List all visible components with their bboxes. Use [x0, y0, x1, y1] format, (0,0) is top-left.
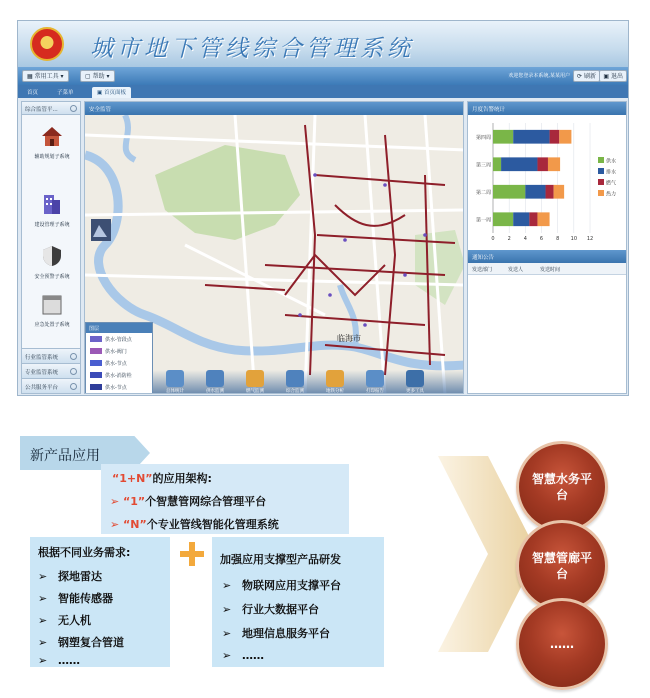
layer-swatch	[90, 336, 102, 342]
requirement-item: ➢ 探地雷达	[38, 570, 102, 583]
city-label: 临海市	[337, 334, 361, 343]
map-tool-gas[interactable]: 燃气监测	[241, 370, 269, 394]
tab-bar	[18, 85, 629, 98]
map-tool-statistics[interactable]: 总体统计	[161, 370, 189, 394]
layer-item[interactable]: 供水-阀门	[86, 345, 152, 357]
plus-icon	[179, 540, 205, 566]
national-emblem-icon	[30, 27, 64, 61]
support-item: ➢ 物联网应用支撑平台	[222, 579, 341, 592]
x-tick-label: 12	[586, 236, 594, 242]
expand-icon	[70, 383, 77, 390]
legend-swatch	[598, 179, 604, 185]
app-banner	[18, 21, 629, 67]
x-tick-label: 8	[556, 236, 560, 242]
sidebar-footer-professional[interactable]: 专业监管系统	[22, 363, 80, 378]
common-tools-menu[interactable]: ▦ 常用工具 ▾	[22, 70, 69, 82]
platform-circle-water: 智慧水务平台	[516, 441, 608, 533]
legend-swatch	[598, 157, 604, 163]
layer-item[interactable]: 供水-消防栓	[86, 369, 152, 381]
map-tool-integrated[interactable]: 综合监测	[281, 370, 309, 394]
signal-icon	[206, 370, 224, 387]
col-department: 发送部门	[472, 267, 493, 273]
sidebar-header[interactable]: 综合监管平...	[22, 102, 80, 115]
bar-segment	[525, 185, 545, 199]
help-menu[interactable]: ▢ 帮助 ▾	[80, 70, 115, 82]
legend-label: 热力	[606, 191, 617, 198]
expand-icon	[70, 368, 77, 375]
bar-segment	[493, 185, 525, 199]
layer-legend-title: 图层	[86, 323, 152, 333]
support-item: ➢ 地理信息服务平台	[222, 627, 330, 640]
layer-item[interactable]: 供水-管段点	[86, 333, 152, 345]
shield-icon	[40, 244, 64, 268]
bar-segment	[493, 212, 513, 226]
y-tick-label: 第二周	[475, 189, 491, 196]
y-tick-label: 第三周	[475, 162, 491, 169]
alarm-chart	[468, 115, 626, 250]
top-toolbar	[18, 67, 629, 85]
bar-segment	[554, 185, 565, 199]
bar-segment	[513, 130, 549, 144]
support-item: ➢ ……	[222, 649, 264, 662]
sidebar-footer-industry[interactable]: 行业监管系统	[22, 348, 80, 363]
house-icon	[40, 124, 64, 148]
x-tick-label: 10	[570, 236, 578, 242]
tools-icon	[406, 370, 424, 387]
x-tick-label: 6	[539, 236, 544, 242]
platform-circle-more: ……	[516, 598, 608, 690]
sidebar	[21, 101, 81, 394]
bar-segment	[501, 157, 537, 171]
bar-segment	[548, 157, 560, 171]
sidebar-app-emergency[interactable]: 应急处置子系统	[25, 292, 79, 328]
map-tool-water[interactable]: 供水监测	[201, 370, 229, 394]
support-item: ➢ 行业大数据平台	[222, 603, 319, 616]
map-tool-more[interactable]: 更多工具	[401, 370, 429, 394]
collapse-icon[interactable]	[70, 105, 77, 112]
notice-table-header	[468, 263, 626, 275]
y-tick-label: 第一周	[475, 217, 491, 224]
layer-swatch	[90, 348, 102, 354]
sidebar-app-planning[interactable]: 辅助规划子系统	[25, 124, 79, 160]
notice-header: 通知公告	[468, 250, 626, 263]
layer-item[interactable]: 供水-节点	[86, 381, 152, 393]
col-time: 发送时间	[540, 267, 561, 273]
legend-label: 排水	[606, 169, 617, 176]
x-tick-label: 4	[523, 236, 527, 242]
sidebar-app-construction[interactable]: 建设管理子系统	[25, 192, 79, 228]
layer-item[interactable]: 供水-节点	[86, 357, 152, 369]
legend-swatch	[598, 190, 604, 196]
map-header: 安全监管	[85, 102, 463, 115]
layer-legend[interactable]	[85, 322, 153, 394]
bar-segment	[546, 185, 554, 199]
x-tick-label: 0	[491, 236, 495, 242]
calendar-icon	[40, 292, 64, 316]
bar-segment	[550, 130, 560, 144]
new-product-title: 新产品应用	[30, 448, 100, 464]
bar-segment	[537, 212, 549, 226]
sidebar-app-warning[interactable]: 安全预警子系统	[25, 244, 79, 280]
tab-submenu[interactable]: 子菜单	[57, 90, 74, 96]
map-panel[interactable]	[84, 101, 464, 394]
crosshair-icon	[326, 370, 344, 387]
stats-header: 月度告警统计	[468, 102, 626, 115]
col-sender: 发送人	[508, 267, 524, 273]
bar-segment	[493, 130, 513, 144]
app-title: 城市地下管线综合管理系统	[90, 36, 414, 62]
signal-icon	[286, 370, 304, 387]
bar-segment	[537, 157, 548, 171]
legend-label: 燃气	[606, 180, 617, 187]
bar-segment	[513, 212, 529, 226]
requirement-item: ➢ 钢塑复合管道	[38, 636, 124, 649]
map-toolbar	[153, 370, 464, 394]
building-icon	[40, 192, 64, 216]
printer-icon	[366, 370, 384, 387]
crosshair-icon	[246, 370, 264, 387]
layer-swatch	[90, 384, 102, 390]
refresh-button[interactable]: ⟳ 刷新	[573, 70, 600, 82]
map-tool-print[interactable]: 打印报告	[361, 370, 389, 394]
right-panel	[467, 101, 627, 394]
tab-home[interactable]: 首页	[27, 90, 39, 96]
requirement-item: ➢ ……	[38, 654, 80, 667]
bar-segment	[559, 130, 571, 144]
welcome-text: 欢迎您登录本系统,某某用户	[508, 73, 570, 79]
architecture-line-n: ➢ “N”个专业管线智能化管理系统	[110, 518, 279, 531]
chart-icon	[166, 370, 184, 387]
x-tick-label: 2	[507, 236, 511, 242]
layer-swatch	[90, 372, 102, 378]
layer-swatch	[90, 360, 102, 366]
architecture-title: “1+N”的应用架构:	[112, 472, 212, 485]
y-tick-label: 第四周	[475, 134, 491, 141]
system-screenshot	[17, 20, 629, 396]
platform-circle-corridor: 智慧管廊平台	[516, 520, 608, 612]
legend-swatch	[598, 168, 604, 174]
map-tool-subway[interactable]: 地铁分析	[321, 370, 349, 394]
tab-home-panel[interactable]: ▣ 首页面板	[92, 87, 131, 98]
support-title: 加强应用支撑型产品研发	[220, 553, 341, 566]
bar-segment	[493, 157, 501, 171]
bar-segment	[529, 212, 537, 226]
sidebar-footer-public[interactable]: 公共服务平台	[22, 378, 80, 393]
legend-label: 供水	[606, 158, 617, 165]
requirements-title: 根据不同业务需求:	[38, 546, 131, 559]
exit-button[interactable]: ▣ 退出	[599, 70, 627, 82]
requirement-item: ➢ 智能传感器	[38, 592, 113, 605]
architecture-line-1: ➢ “1”个智慧管网综合管理平台	[110, 495, 267, 508]
expand-icon	[70, 353, 77, 360]
requirement-item: ➢ 无人机	[38, 614, 91, 627]
